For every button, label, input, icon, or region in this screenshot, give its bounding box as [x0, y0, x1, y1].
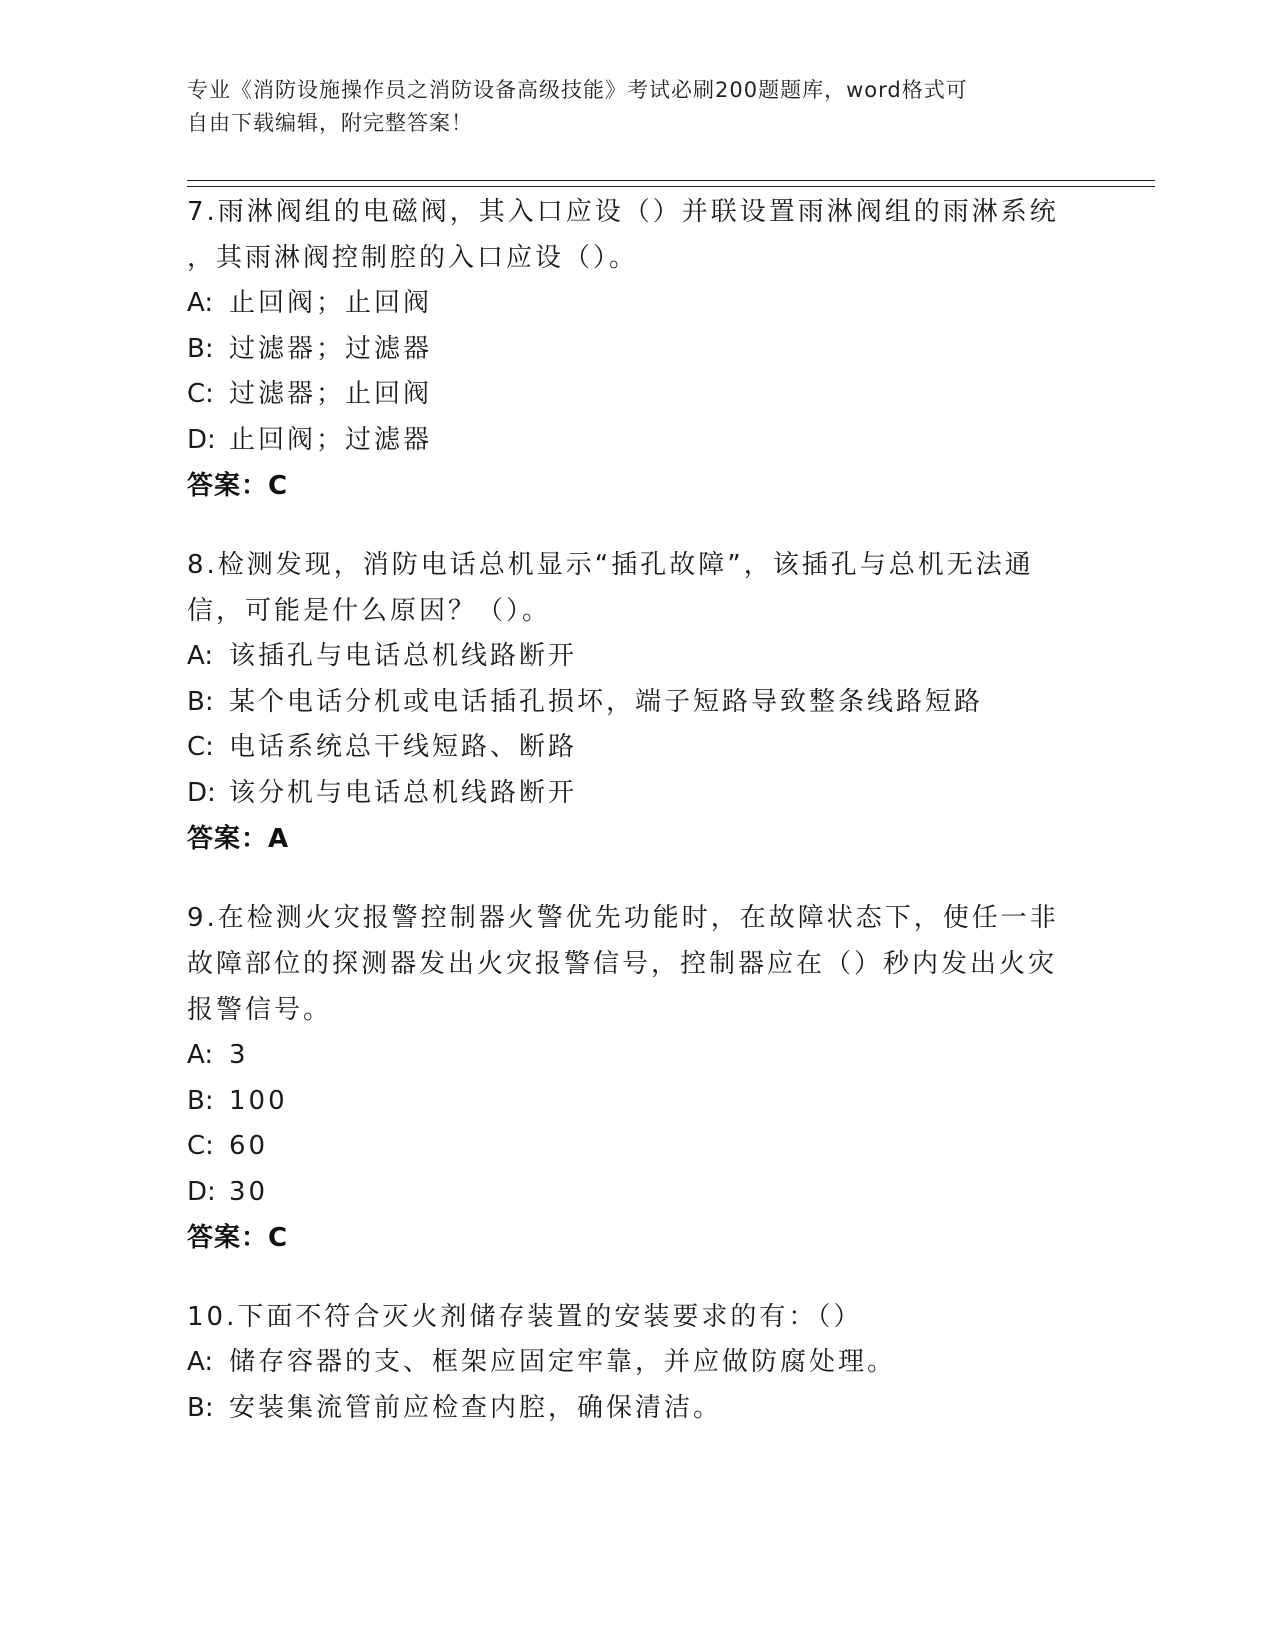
option-text: 3 [229, 1040, 249, 1070]
option-letter: D: [187, 777, 216, 808]
option-text: 60 [229, 1131, 269, 1161]
option-letter: C: [187, 732, 214, 762]
option-letter: B: [187, 1085, 214, 1116]
question-stem-line: 8.检测发现，消防电话总机显示“插孔故障”，该插孔与总机无法通 [187, 550, 1034, 580]
option-d [187, 1170, 1067, 1216]
question-item [187, 1294, 1067, 1431]
question-stem-line: 报警信号。 [187, 995, 333, 1025]
header-divider-bottom [187, 186, 1155, 187]
option-letter: B: [187, 1392, 214, 1423]
question-list [187, 189, 1067, 1464]
option-d [187, 771, 1067, 817]
question-item [187, 895, 1067, 1261]
option-text: 过滤器；过滤器 [229, 333, 433, 364]
option-letter: D: [187, 1176, 216, 1207]
option-a [187, 634, 1067, 680]
question-stem-line: 9.在检测火灾报警控制器火警优先功能时，在故障状态下，使任一非 [187, 903, 1059, 933]
option-a [187, 281, 1067, 327]
option-text: 安装集流管前应检查内腔，确保清洁。 [229, 1392, 723, 1423]
option-a [187, 1340, 1067, 1386]
question-item [187, 542, 1067, 862]
option-text: 某个电话分机或电话插孔损坏，端子短路导致整条线路短路 [229, 686, 984, 717]
option-letter: C: [187, 379, 214, 409]
option-text: 30 [229, 1176, 269, 1207]
option-letter: A: [187, 1347, 214, 1377]
option-b [187, 1386, 1067, 1432]
option-letter: A: [187, 288, 214, 318]
option-text: 该插孔与电话总机线路断开 [229, 641, 578, 671]
header-divider-top [187, 180, 1155, 181]
option-c [187, 1124, 1067, 1170]
question-stem-line: 10.下面不符合灭火剂储存装置的安装要求的有：（） [187, 1302, 863, 1332]
option-letter: B: [187, 333, 214, 364]
option-letter: B: [187, 686, 214, 717]
answer-line: 答案：C [187, 471, 289, 501]
question-stem-line: ，其雨淋阀控制腔的入口应设（）。 [187, 243, 639, 273]
option-text: 储存容器的支、框架应固定牢靠，并应做防腐处理。 [229, 1347, 897, 1377]
option-c [187, 725, 1067, 771]
question-item [187, 189, 1067, 509]
option-b [187, 327, 1067, 373]
option-text: 止回阀；止回阀 [229, 288, 433, 318]
option-letter: A: [187, 1040, 214, 1070]
question-stem-line: 信，可能是什么原因？（）。 [187, 596, 552, 626]
option-text: 100 [229, 1085, 288, 1116]
option-text: 该分机与电话总机线路断开 [229, 777, 578, 808]
option-a [187, 1033, 1067, 1079]
question-stem-line: 7.雨淋阀组的电磁阀，其入口应设（）并联设置雨淋阀组的雨淋系统 [187, 197, 1059, 227]
option-d [187, 418, 1067, 464]
option-text: 电话系统总干线短路、断路 [229, 732, 578, 762]
answer-line: 答案：C [187, 1223, 289, 1253]
option-b [187, 680, 1067, 726]
option-letter: D: [187, 424, 216, 455]
header-line-1: 专业《消防设施操作员之消防设备高级技能》考试必刷200题题库，word格式可 [187, 78, 968, 102]
header-line-2: 自由下载编辑，附完整答案！ [187, 111, 473, 135]
option-b [187, 1079, 1067, 1125]
document-header [187, 74, 1067, 140]
option-text: 过滤器；止回阀 [229, 379, 433, 409]
option-c [187, 372, 1067, 418]
option-letter: A: [187, 641, 214, 671]
option-text: 止回阀；过滤器 [229, 424, 433, 455]
answer-line: 答案：A [187, 824, 290, 854]
question-stem-line: 故障部位的探测器发出火灾报警信号，控制器应在（）秒内发出火灾 [187, 949, 1058, 979]
option-letter: C: [187, 1131, 214, 1161]
